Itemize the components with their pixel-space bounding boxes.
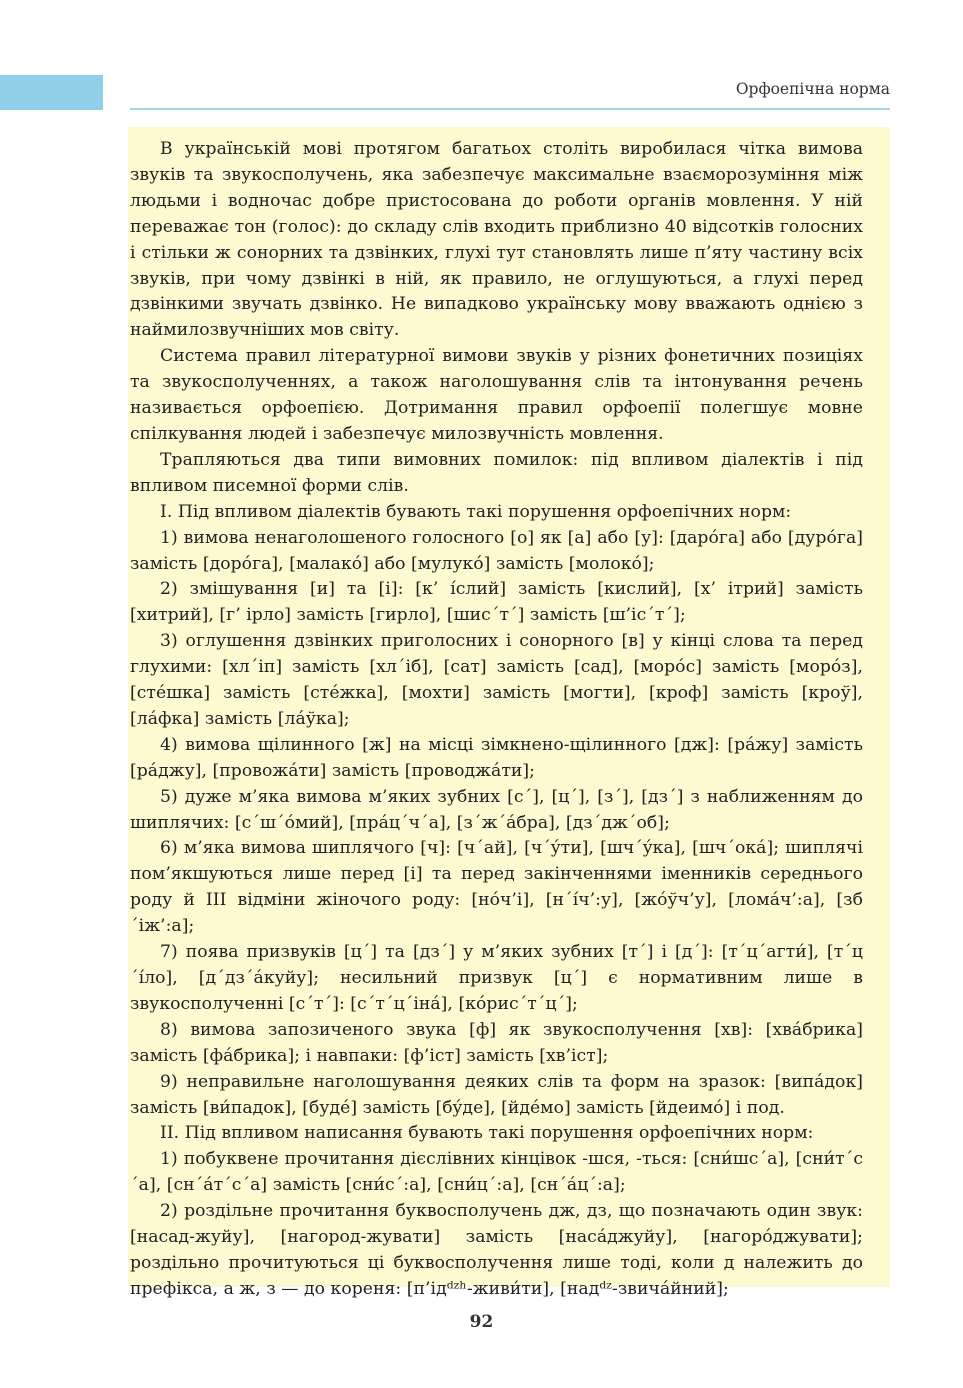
paragraph-2: Система правил літературної вимови звуків у різних фонетичних позиціях та звукосполученнях, а також наголошування слів та інтонування речень називається орфоепією. Дотримання правил орфоепії полегшує мовне спілкування людей і забезпечує милозвучність мовлення.: [130, 346, 863, 444]
list-item-2: 2) змішування [и] та [і]: [к’ íслий] замість [кислий], [х’ ітрий] замість [хитрий], [г’ ірло] замість [гирло], [шис´т´] замість [ш’іс´т´];: [130, 579, 863, 626]
list-item-7: 7) поява призвуків [ц´] та [дз´] у м’яких зубних [т´] і [д´]: [т´ц´агти́], [т´ц´íло], [д´дз´áкуйу]; несильний призвук [ц´] є нормативним лише в звукосполученні [с´т´]: [с´т´ц´інá], [кóрис´т´ц´];: [130, 942, 863, 1014]
list-item-1: 1) вимова ненаголошеного голосного [о] як [а] або [у]: [дарóга] або [дурóга] замість [дорóга], [малакó] або [мулукó] замість [молокó];: [130, 527, 863, 574]
section-tab: [0, 75, 103, 110]
paragraph-5: ІІ. Під впливом написання бувають такі порушення орфоепічних норм:: [160, 1123, 814, 1144]
list-item-5: 5) дуже м’яка вимова м’яких зубних [с´], [ц´], [з´], [дз´] з наближенням до шиплячих: [с´ш´óмий], [прáц´ч´а], [з´ж´áбра], [дз´дж´об];: [130, 786, 863, 833]
paragraph-3: Трапляються два типи вимовних помилок: під впливом діалектів і під впливом писемної форми слів.: [130, 449, 863, 496]
list-item-9: 9) неправильне наголошування деяких слів та форм на зразок: [випáдок] замість [ви́падок], [будé] замість [бýде], [йдéмо] замість [йдеимó] і под.: [130, 1071, 863, 1118]
paragraph-4: І. Під впливом діалектів бувають такі порушення орфоепічних норм:: [160, 501, 792, 522]
list-item-8: 8) вимова запозиченого звука [ф] як звукосполучення [хв]: [хвáбрика] замість [фáбрика]; і навпаки: [ф’іст] замість [хв’іст];: [130, 1019, 863, 1066]
page-number: 92: [469, 1312, 494, 1332]
text-box: [128, 127, 890, 1299]
header-rule: [130, 108, 890, 110]
list-item-4: 4) вимова щілинного [ж] на місці зімкнено-щілинного [дж]: [рáжу] замість [рáджу], [провожáти] замість [проводжáти];: [130, 734, 863, 781]
list-item-11: 2) роздільне прочитання буквосполучень дж, дз, що позначають один звук: [насад-жуйу], [нагород-жувати] замість [насáджуйу], [нагорóджувати]; роздільно прочитуються ці буквосполучення лише тоді, коли д належить до префікса, а ж, з — до кореня: [п’ідᵈᶻʰ-живи́ти], [надᵈᶻ-звичáйний];: [130, 1201, 863, 1299]
list-item-3: 3) оглушення дзвінких приголосних і сонорного [в] у кінці слова та перед глухими: [хл´іп] замість [хл´іб], [сат] замість [сад], [морóс] замість [морóз], [стéшка] замість [стéжка], [мохти] замість [могти], [кроф] замість [кроў], [лáфка] замість [лáўка];: [130, 631, 863, 729]
list-item-10: 1) побуквене прочитання дієслівних кінцівок -шся, -ться: [сни́шс´а], [сни́т´с´а], [сн´áт´с´а] замість [сни́с´:а], [сни́ц´:а], [сн´áц´:а];: [130, 1149, 863, 1196]
paragraph-1: В українській мові протягом багатьох століть виробилася чітка вимова звуків та звукосполучень, яка забезпечує максимальне взаєморозуміння між людьми і водночас добре пристосована до роботи органів мовлення. У ній переважає тон (голос): до складу слів входить приблизно 40 відсотків голосних і стільки ж сонорних та дзвінких, глухі тут становлять лише п’яту частину всіх звуків, при чому дзвінкі в ній, як правило, не оглушуються, а глухі перед дзвінкими звучать дзвінко. Не випадково українську мову вважають однією з наймилозвучніших мов світу.: [130, 139, 863, 341]
list-item-6: 6) м’яка вимова шиплячого [ч]: [ч´ай], [ч´ýти], [шч´ýка], [шч´окá]; шиплячі пом’якшуються лише перед [і] та перед закінченнями іменників середнього роду й ІІІ відміни жіночого роду: [нóч’і], [н´íч’:у], [жóўч’у], [ломáч’:а], [зб´іж’:а];: [130, 838, 863, 937]
running-header: Орфоепічна норма: [735, 80, 890, 98]
